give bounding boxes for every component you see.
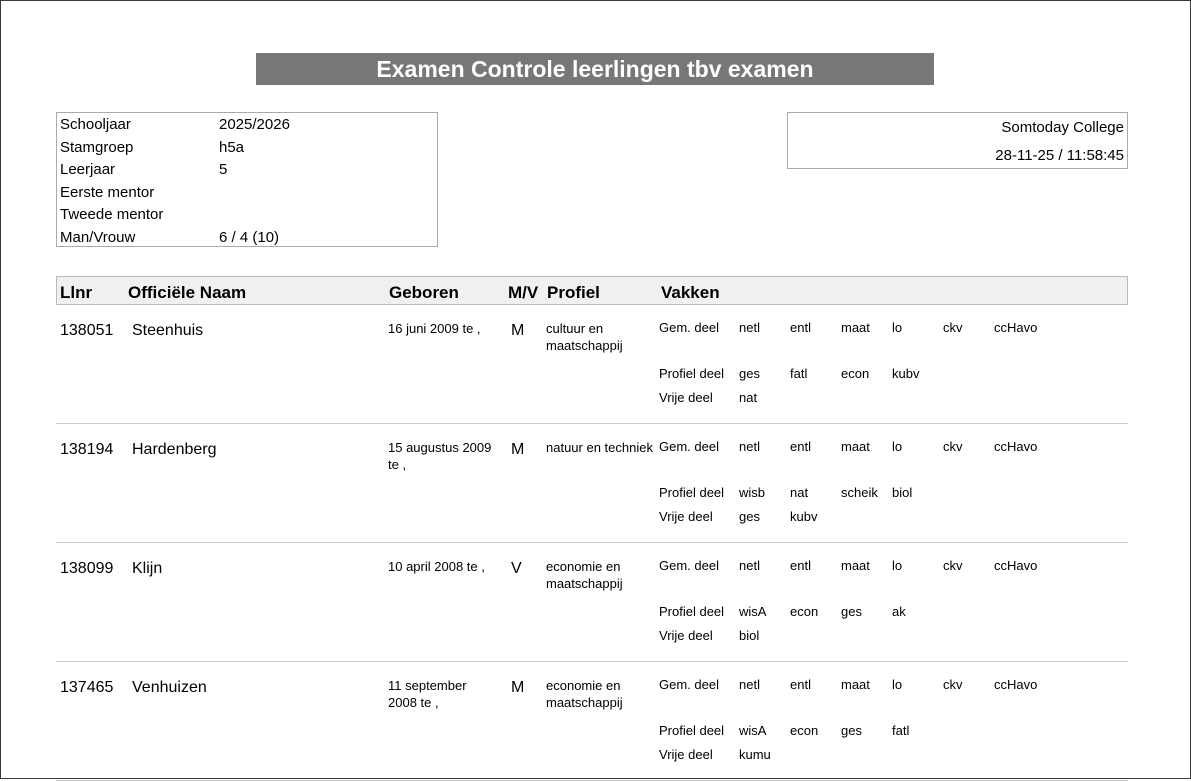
info-value: 5	[219, 161, 228, 179]
subject-gem: netl	[739, 320, 760, 335]
table-header	[56, 276, 1128, 305]
subject-vrije: ges	[739, 509, 760, 524]
info-label: Stamgroep	[60, 138, 134, 156]
class-info-box	[56, 112, 438, 247]
subject-profiel: ges	[841, 723, 862, 738]
subject-gem: entl	[790, 677, 811, 692]
header-llnr: Llnr	[60, 283, 93, 302]
student-profile: economie en maatschappij	[546, 678, 623, 710]
group-label-gem: Gem. deel	[659, 558, 719, 573]
subject-profiel: scheik	[841, 485, 878, 500]
subject-profiel: econ	[790, 723, 819, 738]
header-naam: Officiële Naam	[128, 283, 247, 302]
school-name: Somtoday College	[1001, 119, 1124, 136]
subject-profiel: ges	[739, 366, 760, 381]
subject-gem: ccHavo	[994, 677, 1038, 692]
subject-gem: ckv	[943, 558, 963, 573]
subject-gem: maat	[841, 558, 870, 573]
student-name: Venhuizen	[132, 679, 207, 696]
subject-gem: maat	[841, 677, 870, 692]
info-value: h5a	[219, 138, 245, 156]
subject-gem: ccHavo	[994, 439, 1038, 454]
subject-profiel: fatl	[790, 366, 808, 381]
student-name: Klijn	[132, 560, 163, 577]
subject-gem: lo	[892, 439, 903, 454]
info-label: Leerjaar	[60, 161, 116, 179]
group-label-vrije: Vrije deel	[659, 390, 713, 405]
header-profiel: Profiel	[547, 283, 600, 302]
subject-profiel: wisA	[739, 604, 767, 619]
student-llnr: 138099	[60, 560, 114, 577]
group-label-gem: Gem. deel	[659, 677, 719, 692]
student-row	[56, 662, 1128, 781]
group-label-gem: Gem. deel	[659, 439, 719, 454]
group-label-gem: Gem. deel	[659, 320, 719, 335]
student-birth: 10 april 2008 te ,	[388, 559, 485, 574]
subject-gem: lo	[892, 558, 903, 573]
subject-profiel: wisb	[739, 485, 766, 500]
info-label: Man/Vrouw	[60, 229, 136, 246]
group-label-vrije: Vrije deel	[659, 509, 713, 524]
student-llnr: 137465	[60, 679, 114, 696]
student-birth: 16 juni 2009 te ,	[388, 321, 481, 336]
info-value: 6 / 4 (10)	[219, 229, 280, 246]
subject-gem: entl	[790, 439, 811, 454]
subject-gem: ckv	[943, 320, 963, 335]
subject-profiel: ges	[841, 604, 862, 619]
header-mv: M/V	[508, 283, 539, 302]
student-row	[56, 305, 1128, 424]
subject-vrije: biol	[739, 628, 760, 643]
subject-profiel: kubv	[892, 366, 920, 381]
info-label: Tweede mentor	[60, 206, 164, 224]
subject-gem: lo	[892, 320, 903, 335]
subject-vrije: kumu	[739, 747, 771, 762]
subject-gem: ccHavo	[994, 320, 1038, 335]
info-value: 2025/2026	[219, 116, 290, 133]
student-birth: 11 september 2008 te ,	[388, 678, 467, 710]
subject-profiel: econ	[790, 604, 819, 619]
student-llnr: 138194	[60, 441, 114, 458]
subject-profiel: ak	[892, 604, 906, 619]
subject-gem: lo	[892, 677, 903, 692]
group-label-profiel: Profiel deel	[659, 723, 725, 738]
school-info-box	[787, 112, 1128, 169]
subject-gem: entl	[790, 558, 811, 573]
student-profile: natuur en techniek	[546, 440, 653, 455]
student-birth: 15 augustus 2009 te ,	[388, 440, 492, 472]
subject-gem: netl	[739, 439, 760, 454]
report-title: Examen Controle leerlingen tbv examen	[256, 53, 934, 85]
subject-vrije: kubv	[790, 509, 818, 524]
group-label-profiel: Profiel deel	[659, 485, 725, 500]
subject-gem: maat	[841, 320, 870, 335]
student-llnr: 138051	[60, 322, 114, 339]
student-gender: M	[511, 322, 525, 339]
info-label: Eerste mentor	[60, 183, 155, 201]
header-vakken: Vakken	[661, 283, 720, 302]
report-datetime: 28-11-25 / 11:58:45	[995, 147, 1124, 164]
subject-profiel: biol	[892, 485, 913, 500]
subject-profiel: wisA	[739, 723, 767, 738]
subject-gem: ckv	[943, 677, 963, 692]
header-geboren: Geboren	[389, 283, 459, 302]
group-label-vrije: Vrije deel	[659, 628, 713, 643]
group-label-vrije: Vrije deel	[659, 747, 713, 762]
subject-gem: entl	[790, 320, 811, 335]
student-name: Hardenberg	[132, 441, 217, 458]
subject-profiel: econ	[841, 366, 870, 381]
student-gender: M	[511, 679, 525, 696]
subject-gem: ccHavo	[994, 558, 1038, 573]
subject-gem: maat	[841, 439, 870, 454]
info-label: Schooljaar	[60, 116, 131, 133]
subject-gem: ckv	[943, 439, 963, 454]
subject-gem: netl	[739, 677, 760, 692]
student-row	[56, 424, 1128, 543]
student-gender: V	[511, 560, 522, 577]
student-gender: M	[511, 441, 525, 458]
subject-profiel: nat	[790, 485, 809, 500]
student-profile: cultuur en maatschappij	[546, 321, 623, 353]
subject-profiel: fatl	[892, 723, 910, 738]
group-label-profiel: Profiel deel	[659, 604, 725, 619]
subject-vrije: nat	[739, 390, 758, 405]
student-name: Steenhuis	[132, 322, 204, 339]
group-label-profiel: Profiel deel	[659, 366, 725, 381]
student-profile: economie en maatschappij	[546, 559, 623, 591]
subject-gem: netl	[739, 558, 760, 573]
student-row	[56, 543, 1128, 662]
